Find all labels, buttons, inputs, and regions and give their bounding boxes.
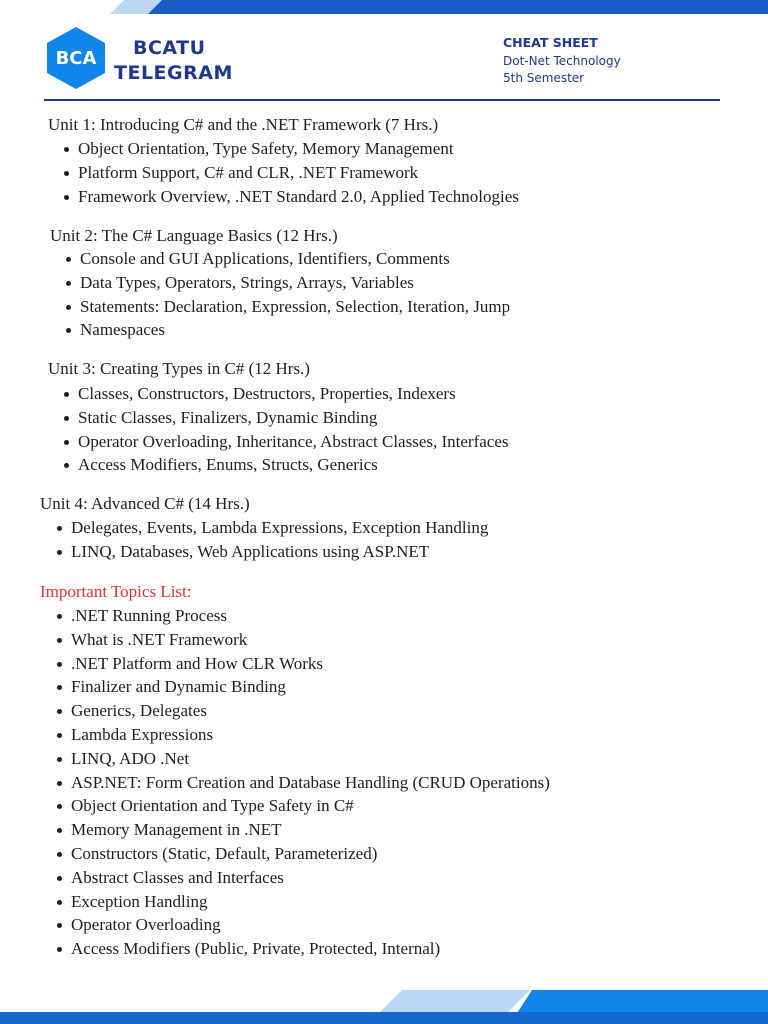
list-item: Framework Overview, .NET Standard 2.0, Applied Technologies [78, 185, 519, 209]
list-item: Operator Overloading, Inheritance, Abstract Classes, Interfaces [78, 430, 509, 454]
list-item: Operator Overloading [71, 913, 550, 937]
list-item: Statements: Declaration, Expression, Selection, Iteration, Jump [80, 295, 510, 319]
list-item: ASP.NET: Form Creation and Database Handling (CRUD Operations) [71, 771, 550, 795]
list-item: Platform Support, C# and CLR, .NET Framework [78, 161, 519, 185]
brand-name-line1: BCATU [133, 37, 206, 59]
list-item: Classes, Constructors, Destructors, Properties, Indexers [78, 382, 509, 406]
list-item: Object Orientation, Type Safety, Memory Management [78, 137, 519, 161]
unit-3-heading: Unit 3: Creating Types in C# (12 Hrs.) [48, 359, 310, 378]
list-item: Constructors (Static, Default, Parameterized) [71, 842, 550, 866]
list-item: What is .NET Framework [71, 628, 550, 652]
list-item: Access Modifiers, Enums, Structs, Generics [78, 453, 509, 477]
list-item: LINQ, ADO .Net [71, 747, 550, 771]
list-item: Static Classes, Finalizers, Dynamic Binding [78, 406, 509, 430]
list-item: Exception Handling [71, 890, 550, 914]
list-item: Data Types, Operators, Strings, Arrays, Variables [80, 271, 510, 295]
doc-type-label: CHEAT SHEET [503, 35, 598, 50]
unit-1-list [78, 137, 519, 208]
list-item: Access Modifiers (Public, Private, Protected, Internal) [71, 937, 550, 961]
list-item: Generics, Delegates [71, 699, 550, 723]
list-item: Abstract Classes and Interfaces [71, 866, 550, 890]
unit-3-list [78, 382, 509, 477]
unit-2-heading: Unit 2: The C# Language Basics (12 Hrs.) [50, 226, 338, 245]
list-item: Memory Management in .NET [71, 818, 550, 842]
list-item: Console and GUI Applications, Identifiers, Comments [80, 247, 510, 271]
semester-label: 5th Semester [503, 71, 585, 85]
list-item: Lambda Expressions [71, 723, 550, 747]
list-item: .NET Platform and How CLR Works [71, 652, 550, 676]
important-topics-heading: Important Topics List: [40, 582, 192, 601]
header-divider [44, 99, 720, 101]
unit-1-heading: Unit 1: Introducing C# and the .NET Framework (7 Hrs.) [48, 115, 439, 134]
subject-label: Dot-Net Technology [503, 54, 621, 68]
unit-4-list [71, 516, 488, 564]
bottom-decor-accent [380, 990, 530, 1012]
unit-2-list [80, 247, 510, 342]
important-topics-list [71, 604, 550, 961]
bottom-decor-strip [0, 1012, 768, 1024]
list-item: Object Orientation and Type Safety in C# [71, 794, 550, 818]
list-item: Delegates, Events, Lambda Expressions, Exception Handling [71, 516, 488, 540]
unit-4-heading: Unit 4: Advanced C# (14 Hrs.) [40, 494, 250, 513]
bca-logo [44, 26, 108, 90]
list-item: .NET Running Process [71, 604, 550, 628]
logo-text: BCA [55, 48, 97, 69]
list-item: Finalizer and Dynamic Binding [71, 675, 550, 699]
list-item: LINQ, Databases, Web Applications using ASP.NET [71, 540, 488, 564]
brand-name-line2: TELEGRAM [114, 62, 233, 84]
list-item: Namespaces [80, 318, 510, 342]
